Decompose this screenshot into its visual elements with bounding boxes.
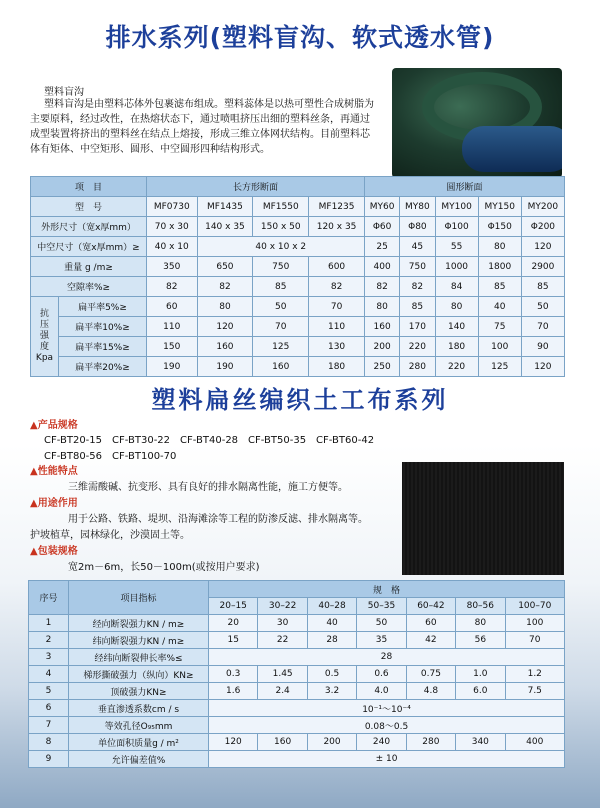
t2-cell: 56 xyxy=(456,632,505,649)
t2-cell: 1.2 xyxy=(505,666,564,683)
t1-cell: 75 xyxy=(478,317,521,337)
t2-spec: 50–35 xyxy=(357,598,406,615)
t1-cell: 82 xyxy=(364,277,399,297)
t2-cell-span: 28 xyxy=(209,649,565,666)
t2-cell: 100 xyxy=(505,615,564,632)
t1-cell: 200 xyxy=(364,337,399,357)
blind-drain-photo xyxy=(392,68,562,178)
t2-cell-span: 0.08～0.5 xyxy=(209,717,565,734)
t1-cell: 85 xyxy=(253,277,309,297)
t1-cell: 750 xyxy=(400,257,435,277)
t1-comp-label: 扁平率10%≥ xyxy=(59,317,147,337)
t1-cell: 125 xyxy=(253,337,309,357)
t2-cell: 40 xyxy=(307,615,356,632)
t2-spec: 30–22 xyxy=(258,598,307,615)
t1-cell: 1800 xyxy=(478,257,521,277)
t2-cell: 0.75 xyxy=(406,666,455,683)
t1-cell: 40 x 10 xyxy=(147,237,198,257)
t1-label-weight: 重量 g /m≥ xyxy=(31,257,147,277)
t1-cell: 110 xyxy=(147,317,198,337)
t2-cell: 42 xyxy=(406,632,455,649)
t2-cell: 20 xyxy=(209,615,258,632)
t2-cell: 2.4 xyxy=(258,683,307,700)
t1-cell: 84 xyxy=(435,277,478,297)
t1-cell: 120 xyxy=(521,357,564,377)
t1-compress-unit: Kpa xyxy=(35,353,54,363)
t2-cell: 4.0 xyxy=(357,683,406,700)
t1-cell: 160 xyxy=(364,317,399,337)
t2-header-no: 序号 xyxy=(29,581,69,615)
t1-cell: 82 xyxy=(309,277,365,297)
t2-cell-span: ± 10 xyxy=(209,751,565,768)
t2-header-spec: 规 格 xyxy=(209,581,565,598)
t2-cell: 7.5 xyxy=(505,683,564,700)
feature-heading: ▲性能特点 xyxy=(30,466,78,477)
intro-paragraph: 塑料盲沟是由塑料芯体外包裹滤布组成。塑料蕊体是以热可塑性合成树脂为主要原料，经过改性，在热熔状态下，通过喷咀挤压出细的塑料丝条，再通过成型装置将挤出的塑料丝在结点上熔接，形成三维立体网状结构。目前塑料芯体有矩体、中空矩形、圆形、中空圆形四种结构形式。 xyxy=(30,99,374,155)
section-subtitle: 塑料盲沟 xyxy=(44,87,84,98)
t2-cell-span: 10⁻¹～10⁻⁴ xyxy=(209,700,565,717)
t2-cell: 80 xyxy=(456,615,505,632)
t1-cell: 600 xyxy=(309,257,365,277)
t1-cell: 220 xyxy=(400,337,435,357)
t1-header-circ: 圆形断面 xyxy=(364,177,564,197)
t2-cell: 0.5 xyxy=(307,666,356,683)
t2-row-no: 3 xyxy=(29,649,69,666)
t1-cell: 190 xyxy=(147,357,198,377)
t1-cell: 250 xyxy=(364,357,399,377)
use-heading: ▲用途作用 xyxy=(30,498,78,509)
t1-cell: 60 xyxy=(147,297,198,317)
t2-cell: 0.6 xyxy=(357,666,406,683)
t1-cell: 45 xyxy=(400,237,435,257)
spec-line-2: CF-BT80-56 CF-BT100-70 xyxy=(44,451,177,462)
t1-cell: 82 xyxy=(147,277,198,297)
t1-cell: 80 xyxy=(478,237,521,257)
t2-cell: 1.0 xyxy=(456,666,505,683)
use-text-2: 护坡植草，园林绿化，沙漠固土等。 xyxy=(30,530,190,541)
t1-cell: 125 xyxy=(478,357,521,377)
t1-cell: MY150 xyxy=(478,197,521,217)
t1-cell: 280 xyxy=(400,357,435,377)
t2-row-name: 纬向断裂强力KN / m≥ xyxy=(69,632,209,649)
t1-cell: Φ200 xyxy=(521,217,564,237)
t2-header-index: 项目指标 xyxy=(69,581,209,615)
t1-compress-char: 抗 xyxy=(39,309,49,319)
t2-cell: 70 xyxy=(505,632,564,649)
t2-cell: 340 xyxy=(456,734,505,751)
feature-text: 三维需酸碱、抗变形、具有良好的排水隔离性能，施工方便等。 xyxy=(68,482,348,493)
t1-cell: 85 xyxy=(478,277,521,297)
t2-row-name: 等效孔径O₉₅mm xyxy=(69,717,209,734)
t1-label-hollow: 中空尺寸（宽x厚mm）≥ xyxy=(31,237,147,257)
t2-cell: 400 xyxy=(505,734,564,751)
t1-cell: 180 xyxy=(309,357,365,377)
t1-cell: Φ150 xyxy=(478,217,521,237)
t1-cell: MF1435 xyxy=(197,197,253,217)
t1-cell: MY200 xyxy=(521,197,564,217)
drain-tube-shape xyxy=(462,126,562,172)
t1-cell: MF0730 xyxy=(147,197,198,217)
t1-comp-label: 扁平率15%≥ xyxy=(59,337,147,357)
t2-row-no: 4 xyxy=(29,666,69,683)
t2-cell: 160 xyxy=(258,734,307,751)
t1-cell: 150 xyxy=(147,337,198,357)
t1-cell: 85 xyxy=(400,297,435,317)
t2-cell: 240 xyxy=(357,734,406,751)
t2-row-name: 允许偏差值% xyxy=(69,751,209,768)
t2-row-no: 2 xyxy=(29,632,69,649)
t1-compress-char: 强 xyxy=(39,331,49,341)
t2-cell: 30 xyxy=(258,615,307,632)
t1-cell: MF1550 xyxy=(253,197,309,217)
t2-cell: 120 xyxy=(209,734,258,751)
t2-spec: 40–28 xyxy=(307,598,356,615)
t2-cell: 50 xyxy=(357,615,406,632)
t1-header-item: 项 目 xyxy=(31,177,147,197)
t1-label-compress xyxy=(31,297,59,377)
t1-cell: 85 xyxy=(521,277,564,297)
pack-heading: ▲包装规格 xyxy=(30,546,78,557)
t2-row-no: 7 xyxy=(29,717,69,734)
t1-cell: MF1235 xyxy=(309,197,365,217)
geotextile-photo xyxy=(402,462,564,575)
t1-cell: 82 xyxy=(400,277,435,297)
t2-row-name: 顶破强力KN≥ xyxy=(69,683,209,700)
t1-cell: 110 xyxy=(309,317,365,337)
t1-cell: Φ80 xyxy=(400,217,435,237)
t2-cell: 1.6 xyxy=(209,683,258,700)
t1-cell: 100 xyxy=(478,337,521,357)
use-text-1: 用于公路、铁路、堤坝、沿海滩涂等工程的防渗反滤、排水隔离等。 xyxy=(68,514,368,525)
t2-cell: 28 xyxy=(307,632,356,649)
t1-cell: 70 xyxy=(521,317,564,337)
spec-heading: ▲产品规格 xyxy=(30,420,78,431)
t1-cell: 220 xyxy=(435,357,478,377)
t1-cell: 160 xyxy=(197,337,253,357)
t2-row-no: 8 xyxy=(29,734,69,751)
t1-cell: 180 xyxy=(435,337,478,357)
t1-cell: 40 x 10 x 2 xyxy=(197,237,364,257)
t1-cell: 55 xyxy=(435,237,478,257)
t1-cell: 50 xyxy=(521,297,564,317)
t1-cell: MY80 xyxy=(400,197,435,217)
t2-cell: 280 xyxy=(406,734,455,751)
t1-label-size: 外形尺寸（宽x厚mm） xyxy=(31,217,147,237)
section2-title: 塑料扁丝编织土工布系列 xyxy=(151,386,449,414)
t1-cell: 25 xyxy=(364,237,399,257)
t1-cell: 70 x 30 xyxy=(147,217,198,237)
t1-cell: 120 xyxy=(521,237,564,257)
t1-cell: 750 xyxy=(253,257,309,277)
t1-header-rect: 长方形断面 xyxy=(147,177,365,197)
t1-cell: 120 xyxy=(197,317,253,337)
t1-cell: MY60 xyxy=(364,197,399,217)
t1-comp-label: 扁平率5%≥ xyxy=(59,297,147,317)
t1-comp-label: 扁平率20%≥ xyxy=(59,357,147,377)
t1-cell: 40 xyxy=(478,297,521,317)
t2-row-name: 经向断裂强力KN / m≥ xyxy=(69,615,209,632)
t1-label-model: 型 号 xyxy=(31,197,147,217)
t1-cell: 350 xyxy=(147,257,198,277)
t1-cell: Φ60 xyxy=(364,217,399,237)
t2-spec: 100–70 xyxy=(505,598,564,615)
t2-spec: 80–56 xyxy=(456,598,505,615)
spec-line-1: CF-BT20-15 CF-BT30-22 CF-BT40-28 CF-BT50-35 CF-BT60-42 xyxy=(44,435,375,446)
t1-cell: 140 x 35 xyxy=(197,217,253,237)
t1-cell: 80 xyxy=(435,297,478,317)
t2-cell: 1.45 xyxy=(258,666,307,683)
t2-row-name: 梯形撕破强力（纵向）KN≥ xyxy=(69,666,209,683)
t1-cell: 80 xyxy=(364,297,399,317)
t2-cell: 35 xyxy=(357,632,406,649)
t2-cell: 3.2 xyxy=(307,683,356,700)
t1-cell: 1000 xyxy=(435,257,478,277)
t2-row-name: 垂直渗透系数cm / s xyxy=(69,700,209,717)
t1-cell: 120 x 35 xyxy=(309,217,365,237)
t1-cell: 80 xyxy=(197,297,253,317)
t2-row-no: 6 xyxy=(29,700,69,717)
t1-cell: 70 xyxy=(253,317,309,337)
t1-cell: 400 xyxy=(364,257,399,277)
t1-cell: 90 xyxy=(521,337,564,357)
t1-cell: 140 xyxy=(435,317,478,337)
t2-cell: 15 xyxy=(209,632,258,649)
t1-cell: 82 xyxy=(197,277,253,297)
t2-cell: 4.8 xyxy=(406,683,455,700)
t1-cell: 50 xyxy=(253,297,309,317)
t2-row-no: 1 xyxy=(29,615,69,632)
page-title: 排水系列(塑料盲沟、软式透水管) xyxy=(105,23,495,52)
t2-row-name: 单位面积质量g / m² xyxy=(69,734,209,751)
t1-cell: Φ100 xyxy=(435,217,478,237)
t2-cell: 0.3 xyxy=(209,666,258,683)
t2-row-no: 9 xyxy=(29,751,69,768)
t1-cell: 2900 xyxy=(521,257,564,277)
pack-text: 宽2m－6m，长50－100m(或按用户要求) xyxy=(68,562,260,573)
t1-cell: 150 x 50 xyxy=(253,217,309,237)
t2-row-name: 经纬向断裂伸长率%≤ xyxy=(69,649,209,666)
t2-row-no: 5 xyxy=(29,683,69,700)
t1-compress-char: 度 xyxy=(39,342,49,352)
t2-spec: 60–42 xyxy=(406,598,455,615)
t2-cell: 200 xyxy=(307,734,356,751)
blind-drain-table xyxy=(30,176,565,377)
t1-cell: 130 xyxy=(309,337,365,357)
t2-cell: 6.0 xyxy=(456,683,505,700)
geotextile-table xyxy=(28,580,565,768)
t1-cell: 170 xyxy=(400,317,435,337)
t2-spec: 20–15 xyxy=(209,598,258,615)
t2-cell: 60 xyxy=(406,615,455,632)
t1-cell: MY100 xyxy=(435,197,478,217)
t1-cell: 650 xyxy=(197,257,253,277)
t1-cell: 160 xyxy=(253,357,309,377)
t2-cell: 22 xyxy=(258,632,307,649)
t1-label-void: 空隙率%≥ xyxy=(31,277,147,297)
t1-compress-char: 压 xyxy=(39,320,49,330)
t1-cell: 190 xyxy=(197,357,253,377)
t1-cell: 70 xyxy=(309,297,365,317)
